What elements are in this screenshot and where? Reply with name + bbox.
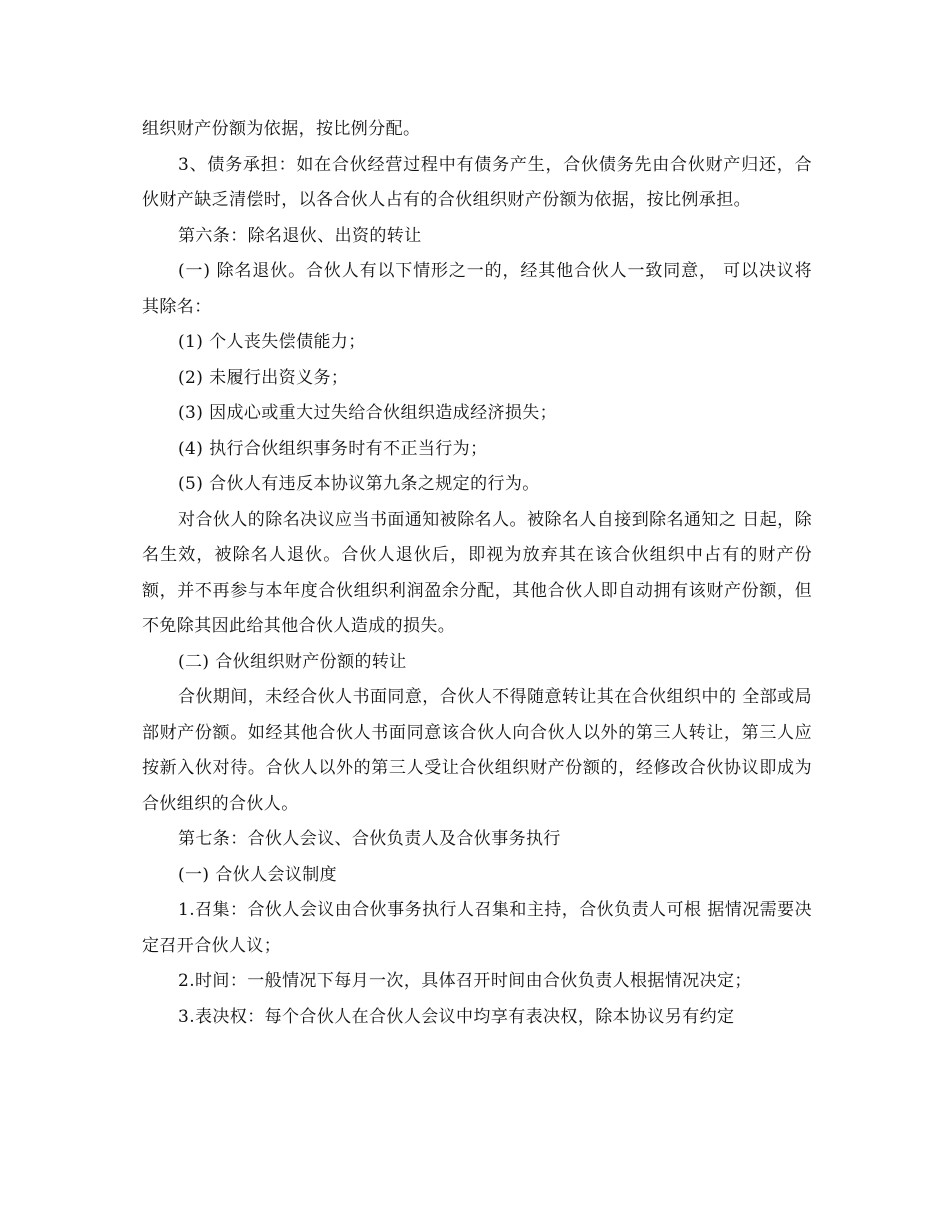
list-item-removal-2: (2) 未履行出资义务； [178,367,349,388]
heading-share-transfer: (二) 合伙组织财产份额的转让 [178,651,407,672]
list-item-removal-5: (5) 合伙人有违反本协议第九条之规定的行为。 [178,474,540,494]
paragraph-meeting-convene: 1.召集：合伙人会议由合伙事务执行人召集和主持，合伙负责人可根 据情况需要决定召开合伙人议； [142,900,812,956]
paragraph-voting-right: 3.表决权：每个合伙人在合伙人会议中均享有表决权，除本协议另有约定 [178,1006,735,1027]
paragraph-removal-withdrawal: (一) 除名退伙。合伙人有以下情形之一的，经其他合伙人一致同意， 可以决议将其除名： [142,261,812,317]
list-item-removal-3: (3) 因成心或重大过失给合伙组织造成经济损失； [178,403,558,423]
heading-article-seven: 第七条：合伙人会议、合伙负责人及合伙事务执行 [178,829,561,849]
paragraph-share-transfer: 合伙期间，未经合伙人书面同意，合伙人不得随意转让其在合伙组织中的 全部或局部财产份额。如经其他合伙人书面同意该合伙人向合伙人以外的第三人转让，第三人应按新入伙对待。合伙人以外的第三人受让合伙组织财产份额的，经修改合伙协议即成为合伙组织的合伙人。 [142,687,812,814]
heading-meeting-system: (一) 合伙人会议制度 [178,864,338,885]
list-item-removal-4: (4) 执行合伙组织事务时有不正当行为； [178,438,488,459]
paragraph-removal-notice: 对合伙人的除名决议应当书面通知被除名人。被除名人自接到除名通知之 日起，除名生效，被除名人退伙。合伙人退伙后，即视为放弃其在该合伙组织中占有的财产份额，并不再参与本年度合伙组织利润盈余分配，其他合伙人即自动拥有该财产份额，但不免除其因此给其他合伙人造成的损失。 [142,509,812,636]
heading-article-six: 第六条：除名退伙、出资的转让 [178,225,422,246]
document-body [142,112,812,1035]
list-item-removal-1: (1) 个人丧失偿债能力； [178,332,366,352]
paragraph-debt-bearing: 3、债务承担：如在合伙经营过程中有债务产生，合伙债务先由合伙财产归还，合伙财产缺乏清偿时，以各合伙人占有的合伙组织财产份额为依据，按比例承担。 [142,154,812,210]
paragraph-meeting-time: 2.时间：一般情况下每月一次，具体召开时间由合伙负责人根据情况决定； [178,971,752,991]
paragraph-profit-distribution-tail: 组织财产份额为依据，按比例分配。 [142,119,421,139]
